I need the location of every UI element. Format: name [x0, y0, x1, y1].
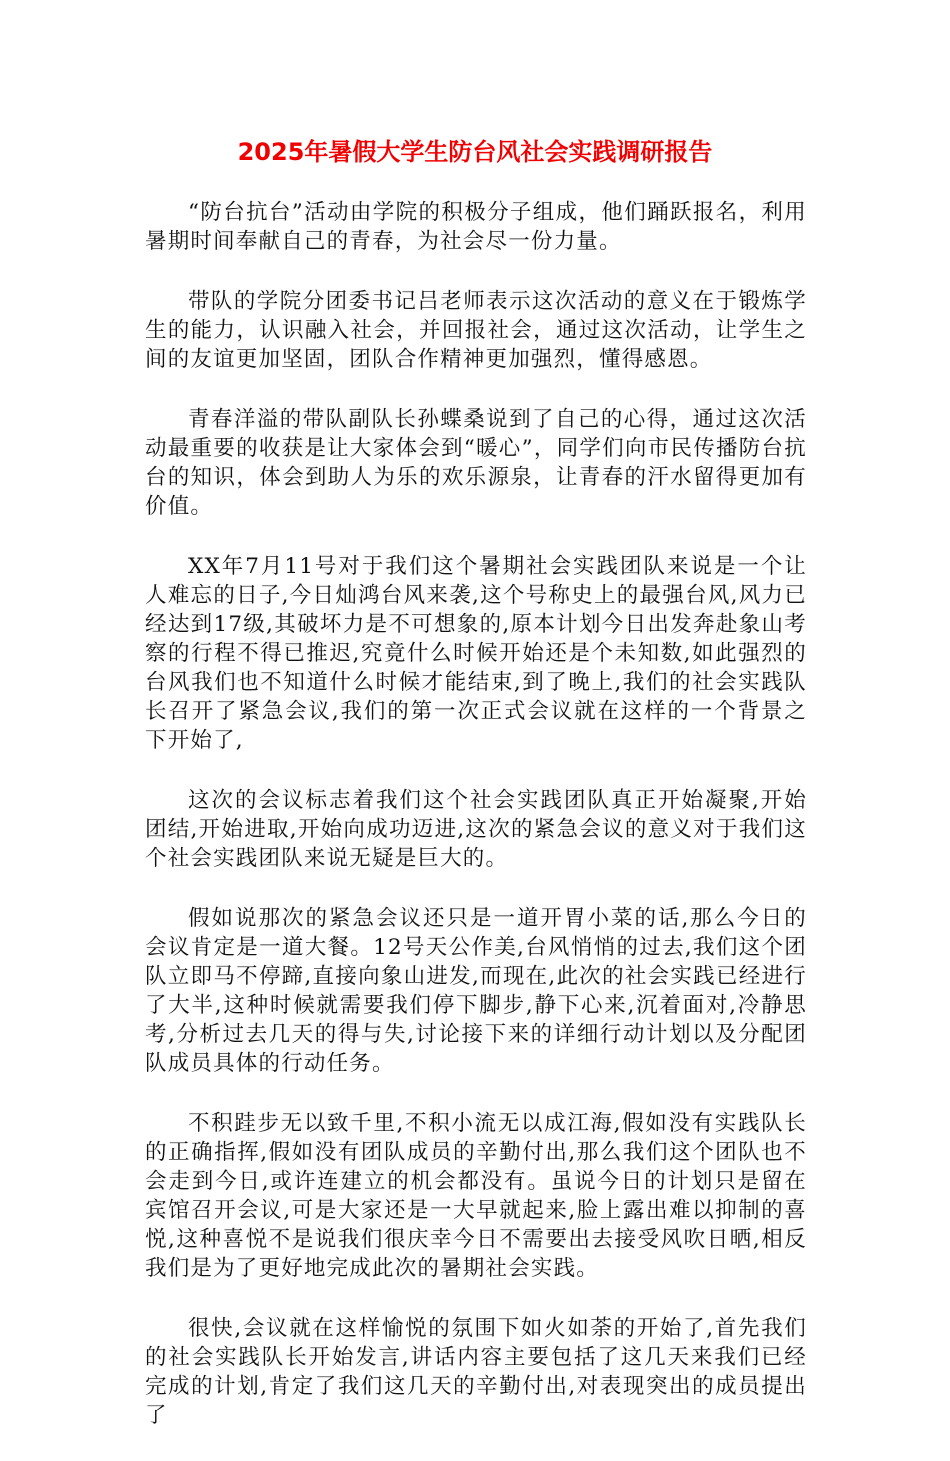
paragraph-5: 这次的会议标志着我们这个社会实践团队真正开始凝聚,开始团结,开始进取,开始向成功迈进,这次的紧急会议的意义对于我们这个社会实践团队来说无疑是巨大的。 — [145, 788, 807, 871]
document-title: 2025年暑假大学生防台风社会实践调研报告 — [237, 138, 713, 166]
paragraph-8: 很快,会议就在这样愉悦的氛围下如火如荼的开始了,首先我们的社会实践队长开始发言,讲话内容主要包括了这几天来我们已经完成的计划,肯定了我们这几天的辛勤付出,对表现突出的成员提出了 — [145, 1316, 807, 1428]
paragraph-4: XX年7月11号对于我们这个暑期社会实践团队来说是一个让人难忘的日子,今日灿鸿台风来袭,这个号称史上的最强台风,风力已经达到17级,其破坏力是不可想象的,原本计划今日出发奔赴象山考察的行程不得已推迟,究竟什么时候开始还是个未知数,如此强烈的台风我们也不知道什么时候才能结束,到了晚上,我们的社会实践队长召开了紧急会议,我们的第一次正式会议就在这样的一个背景之下开始了, — [145, 554, 807, 753]
paragraph-7: 不积跬步无以致千里,不积小流无以成江海,假如没有实践队长的正确指挥,假如没有团队成员的辛勤付出,那么我们这个团队也不会走到今日,或许连建立的机会都没有。虽说今日的计划只是留在宾馆召开会议,可是大家还是一大早就起来,脸上露出难以抑制的喜悦,这种喜悦不是说我们很庆幸今日不需要出去接受风吹日晒,相反我们是为了更好地完成此次的暑期社会实践。 — [145, 1111, 807, 1281]
paragraph-1: “防台抗台”活动由学院的积极分子组成，他们踊跃报名，利用暑期时间奉献自己的青春，为社会尽一份力量。 — [145, 200, 807, 254]
paragraph-3: 青春洋溢的带队副队长孙蝶桑说到了自己的心得，通过这次活动最重要的收获是让大家体会到“暖心”，同学们向市民传播防台抗台的知识，体会到助人为乐的欢乐源泉，让青春的汗水留得更加有价值。 — [145, 407, 807, 519]
paragraph-2: 带队的学院分团委书记吕老师表示这次活动的意义在于锻炼学生的能力，认识融入社会，并回报社会，通过这次活动，让学生之间的友谊更加坚固，团队合作精神更加强烈，懂得感恩。 — [145, 289, 807, 372]
paragraph-6: 假如说那次的紧急会议还只是一道开胃小菜的话,那么今日的会议肯定是一道大餐。12号天公作美,台风悄悄的过去,我们这个团队立即马不停蹄,直接向象山进发,而现在,此次的社会实践已经进行了大半,这种时候就需要我们停下脚步,静下心来,沉着面对,冷静思考,分析过去几天的得与失,讨论接下来的详细行动计划以及分配团队成员具体的行动任务。 — [145, 906, 807, 1076]
document-body — [145, 198, 807, 1461]
